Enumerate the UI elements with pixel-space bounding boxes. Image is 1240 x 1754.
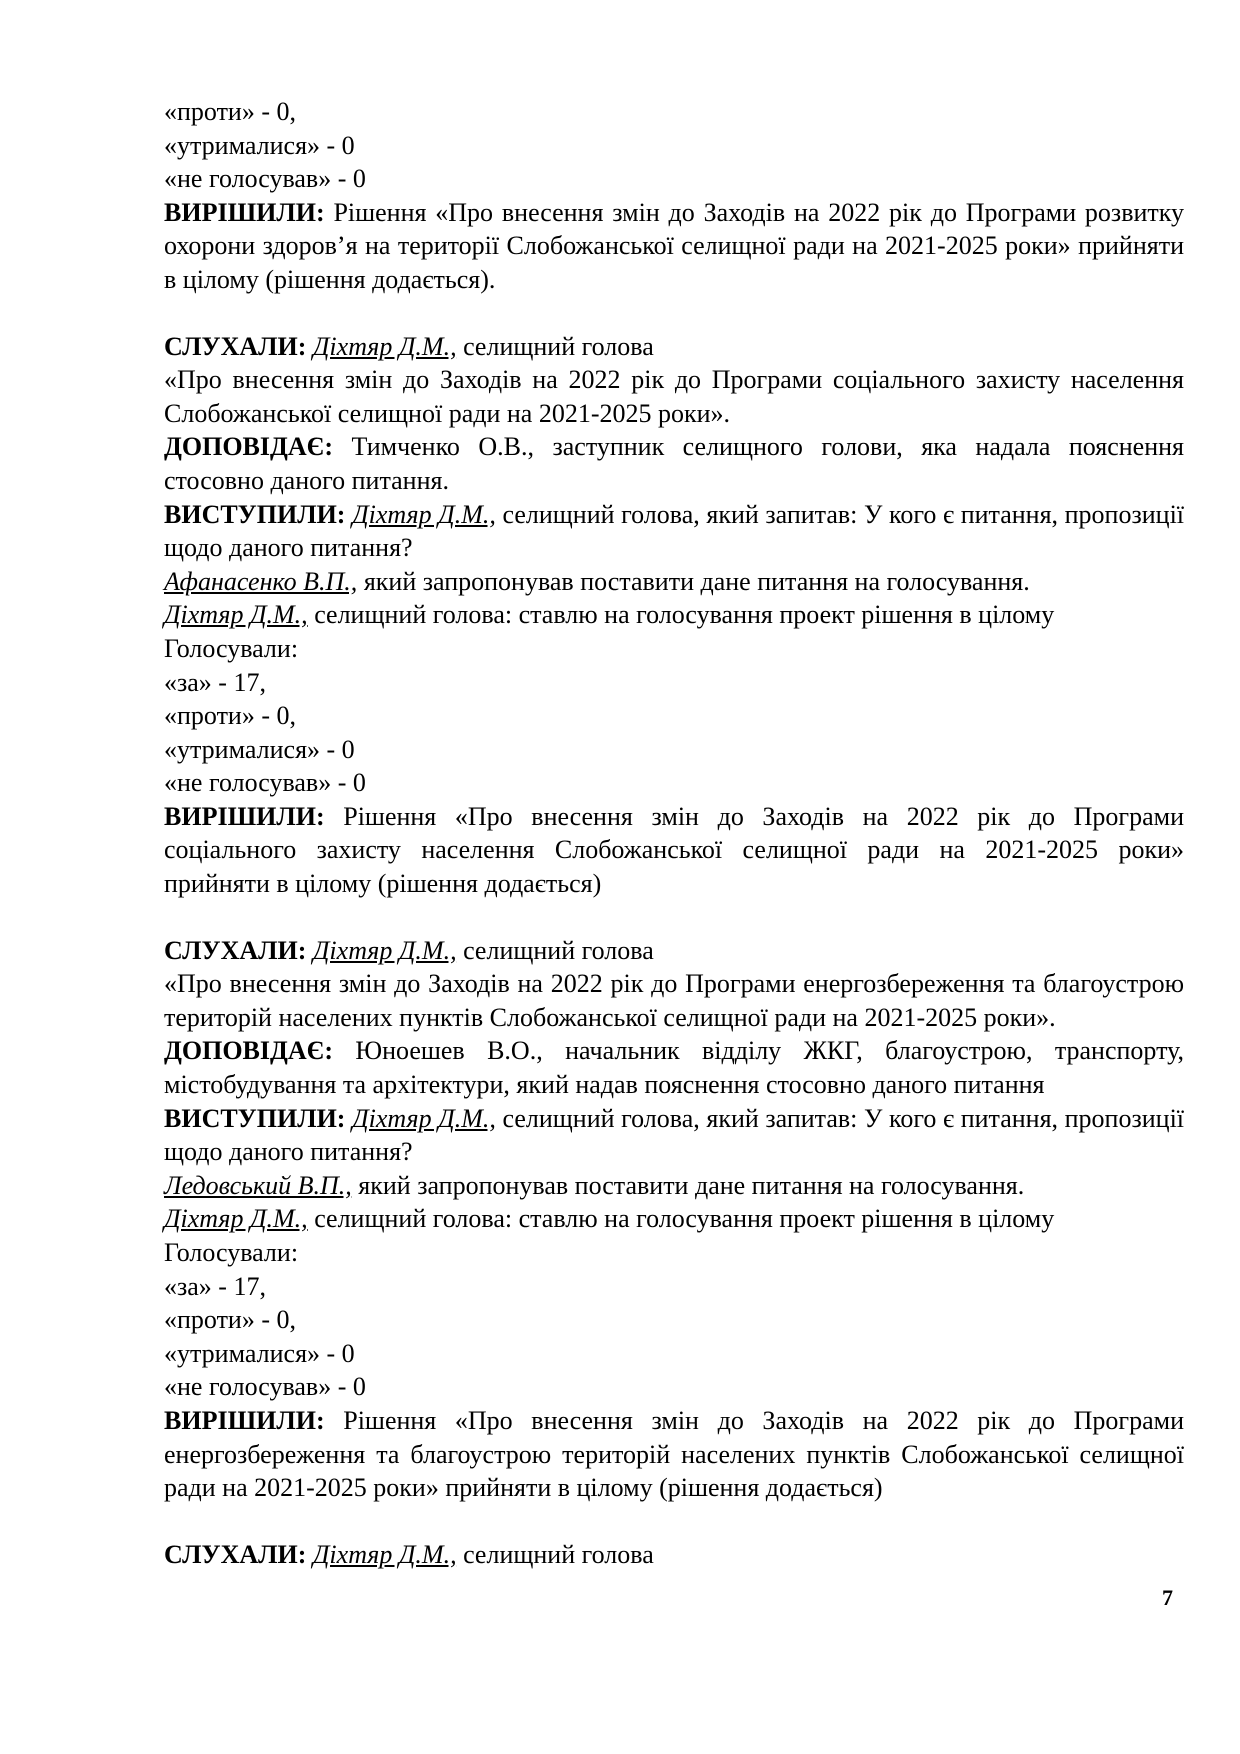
spoke-label: ВИСТУПИЛИ: [164, 1103, 346, 1133]
heard-paragraph [164, 934, 1184, 968]
spoke-text: селищний голова, який запитав: У кого є питання, пропозиції щодо даного питання? [164, 1103, 1185, 1167]
put-vote-paragraph [164, 598, 1184, 632]
vote-tail-block [164, 95, 1184, 297]
proposal-paragraph [164, 565, 1184, 599]
report-label: ДОПОВІДАЄ: [164, 1036, 333, 1066]
speaker-role: селищний голова [463, 1539, 654, 1569]
speaker-role: селищний голова [463, 331, 654, 361]
vote-line: «утрималися» - 0 [164, 130, 355, 160]
speaker-name: Діхтяр Д.М., [312, 331, 457, 361]
document-page [164, 95, 1184, 1571]
voted-heading: Голосували: [164, 1238, 299, 1267]
report-text: Тимченко О.В., заступник селищного голови, яка надала пояснення стосовно даного питання. [164, 432, 1185, 495]
decision-text: Рішення «Про внесення змін до Заходів на 2022 рік до Програми соціального захисту населення Слобожанської селищної ради на 2021-2025 роки» прийняти в цілому (рішення додається) [164, 801, 1184, 899]
speaker-name: Ледовський В.П., [164, 1170, 352, 1200]
speaker-name: Діхтяр Д.М., [164, 600, 308, 630]
speaker-name: Діхтяр Д.М., [312, 935, 457, 965]
vote-line: «не голосував» - 0 [164, 1372, 366, 1402]
agenda-item [164, 330, 1184, 901]
speaker-name: Діхтяр Д.М., [352, 499, 496, 529]
decision-paragraph [164, 800, 1184, 901]
spoke-text: селищний голова, який запитав: У кого є питання, пропозиції щодо даного питання? [164, 499, 1185, 563]
vote-line: «за» - 17, [164, 667, 266, 697]
decision-label: ВИРІШИЛИ: [164, 197, 325, 227]
report-text: Юноешев В.О., начальник відділу ЖКГ, благоустрою, транспорту, містобудування та архітектури, який надав пояснення стосовно даного питання [164, 1036, 1184, 1100]
decision-paragraph [164, 196, 1184, 297]
proposal-text: який запропонував поставити дане питання на голосування. [363, 566, 1030, 596]
put-vote-text: селищний голова: ставлю на голосування проект рішення в цілому [314, 1204, 1055, 1234]
topic-paragraph: «Про внесення змін до Заходів на 2022 рік до Програми енергозбереження та благоустрою територій населених пунктів Слобожанської селищної ради на 2021-2025 роки». [164, 969, 1184, 1032]
agenda-item [164, 934, 1184, 1505]
decision-text: Рішення «Про внесення змін до Заходів на 2022 рік до Програми розвитку охорони здоров’я на території Слобожанської селищної ради на 2021-2025 роки» прийняти в цілому (рішення додається). [164, 197, 1185, 294]
decision-label: ВИРІШИЛИ: [164, 801, 325, 831]
heard-paragraph [164, 330, 1184, 364]
vote-line: «не голосував» - 0 [164, 768, 366, 798]
speaker-name: Афанасенко В.П., [164, 566, 358, 596]
report-label: ДОПОВІДАЄ: [164, 432, 333, 462]
speaker-name: Діхтяр Д.М., [164, 1204, 308, 1234]
agenda-item [164, 1538, 1184, 1572]
heard-paragraph [164, 1538, 1184, 1572]
heard-label: СЛУХАЛИ: [164, 331, 307, 361]
topic-paragraph: «Про внесення змін до Заходів на 2022 рік до Програми соціального захисту населення Слобожанської селищної ради на 2021-2025 роки». [164, 365, 1184, 428]
report-paragraph [164, 1034, 1184, 1101]
proposal-text: який запропонував поставити дане питання на голосування. [358, 1170, 1025, 1200]
vote-line: «проти» - 0, [164, 1305, 297, 1335]
spoke-paragraph [164, 1102, 1184, 1169]
speaker-name: Діхтяр Д.М., [312, 1539, 457, 1569]
speaker-name: Діхтяр Д.М., [352, 1103, 496, 1133]
spoke-label: ВИСТУПИЛИ: [164, 499, 346, 529]
proposal-paragraph [164, 1169, 1184, 1203]
paragraph-gap [164, 1505, 1184, 1538]
voted-heading: Голосували: [164, 633, 299, 663]
vote-line: «не голосував» - 0 [164, 164, 366, 194]
report-paragraph [164, 430, 1184, 497]
heard-label: СЛУХАЛИ: [164, 1539, 307, 1569]
vote-line: «проти» - 0, [164, 701, 297, 731]
decision-label: ВИРІШИЛИ: [164, 1405, 325, 1435]
speaker-role: селищний голова [463, 935, 654, 965]
vote-line: «проти» - 0, [164, 97, 297, 126]
spoke-paragraph [164, 498, 1184, 565]
vote-line: «утрималися» - 0 [164, 1338, 355, 1368]
vote-line: «за» - 17, [164, 1271, 266, 1301]
put-vote-paragraph [164, 1202, 1184, 1236]
decision-text: Рішення «Про внесення змін до Заходів на 2022 рік до Програми енергозбереження та благоустрою територій населених пунктів Слобожанської селищної ради на 2021-2025 роки» прийняти в цілому (рішення додається) [164, 1405, 1184, 1503]
vote-line: «утрималися» - 0 [164, 734, 355, 764]
put-vote-text: селищний голова: ставлю на голосування проект рішення в цілому [314, 600, 1055, 630]
page-number: 7 [1162, 1585, 1173, 1610]
paragraph-gap [164, 297, 1184, 330]
decision-paragraph [164, 1404, 1184, 1505]
heard-label: СЛУХАЛИ: [164, 935, 307, 965]
paragraph-gap [164, 901, 1184, 934]
